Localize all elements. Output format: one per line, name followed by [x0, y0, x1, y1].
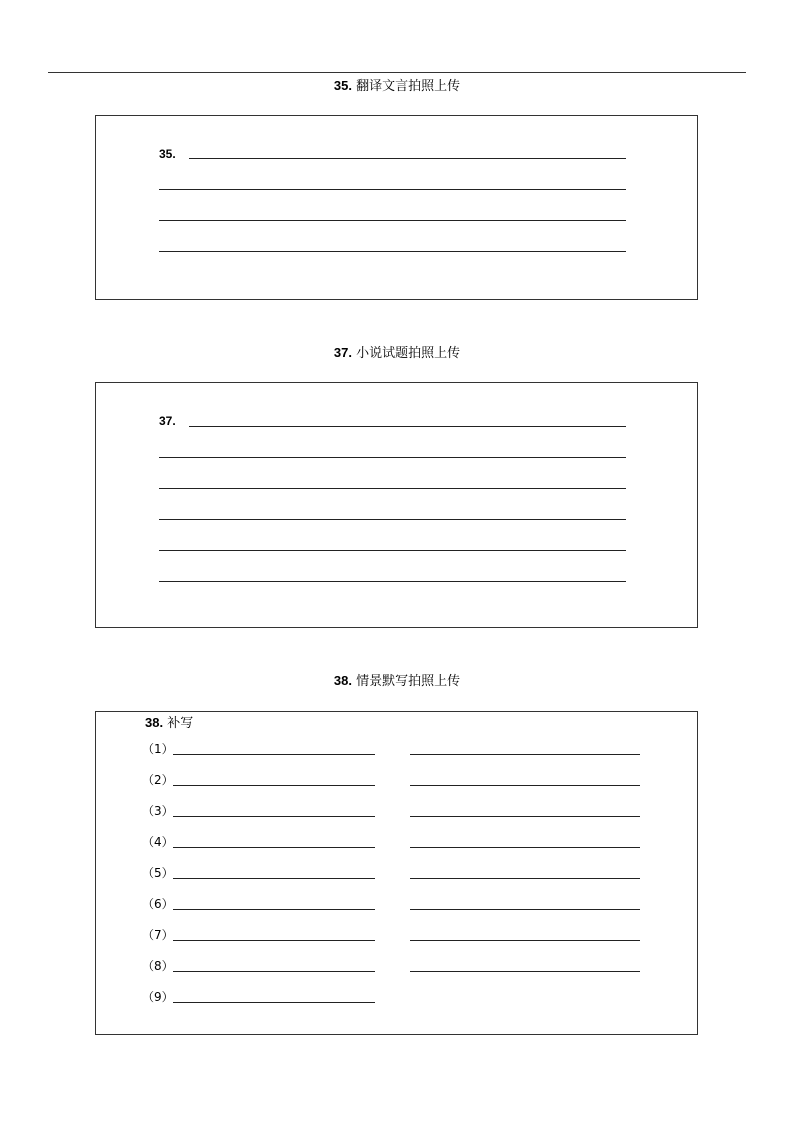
fill-line-right: [410, 940, 640, 941]
answer-heading-38: [145, 715, 193, 732]
fill-line-left: [173, 971, 375, 972]
header-rule: [48, 72, 746, 73]
answer-line: [159, 550, 626, 551]
fill-line-left: [173, 1002, 375, 1003]
answer-line: [159, 220, 626, 221]
fill-line-right: [410, 754, 640, 755]
fill-line-left: [173, 940, 375, 941]
fill-item-label: （5）: [142, 866, 174, 880]
answer-label-37: 37.: [159, 414, 176, 428]
section-35-title-text: 翻译文言拍照上传: [356, 79, 461, 94]
fill-item-label: （9）: [142, 990, 174, 1004]
section-35-title: [0, 77, 794, 96]
answer-box-38[interactable]: [95, 711, 698, 1035]
section-37-number: 37.: [333, 345, 352, 360]
fill-item-label: （3）: [142, 804, 174, 818]
fill-line-left: [173, 847, 375, 848]
section-38-number: 38.: [333, 673, 352, 688]
answer-line: [189, 426, 626, 427]
fill-line-right: [410, 847, 640, 848]
answer-line: [159, 189, 626, 190]
answer-label-35: 35.: [159, 147, 176, 161]
fill-line-right: [410, 785, 640, 786]
fill-line-left: [173, 909, 375, 910]
section-35-number: 35.: [333, 78, 352, 93]
answer-heading-text: 补写: [167, 716, 194, 731]
fill-line-right: [410, 816, 640, 817]
answer-line: [159, 488, 626, 489]
answer-line: [159, 519, 626, 520]
fill-line-right: [410, 909, 640, 910]
fill-item-label: （1）: [142, 742, 174, 756]
fill-item-label: （2）: [142, 773, 174, 787]
answer-box-37[interactable]: [95, 382, 698, 628]
section-38-title-text: 情景默写拍照上传: [356, 674, 461, 689]
fill-item-label: （8）: [142, 959, 174, 973]
fill-line-right: [410, 878, 640, 879]
answer-line: [189, 158, 626, 159]
fill-item-label: （7）: [142, 928, 174, 942]
fill-line-left: [173, 754, 375, 755]
answer-label-38: 38.: [145, 715, 164, 730]
fill-line-left: [173, 878, 375, 879]
answer-line: [159, 251, 626, 252]
fill-line-right: [410, 971, 640, 972]
fill-line-left: [173, 785, 375, 786]
fill-line-left: [173, 816, 375, 817]
fill-item-label: （4）: [142, 835, 174, 849]
answer-box-35[interactable]: [95, 115, 698, 300]
section-37-title-text: 小说试题拍照上传: [356, 346, 461, 361]
fill-item-label: （6）: [142, 897, 174, 911]
answer-line: [159, 581, 626, 582]
answer-line: [159, 457, 626, 458]
section-38-title: [0, 672, 794, 691]
section-37-title: [0, 344, 794, 363]
